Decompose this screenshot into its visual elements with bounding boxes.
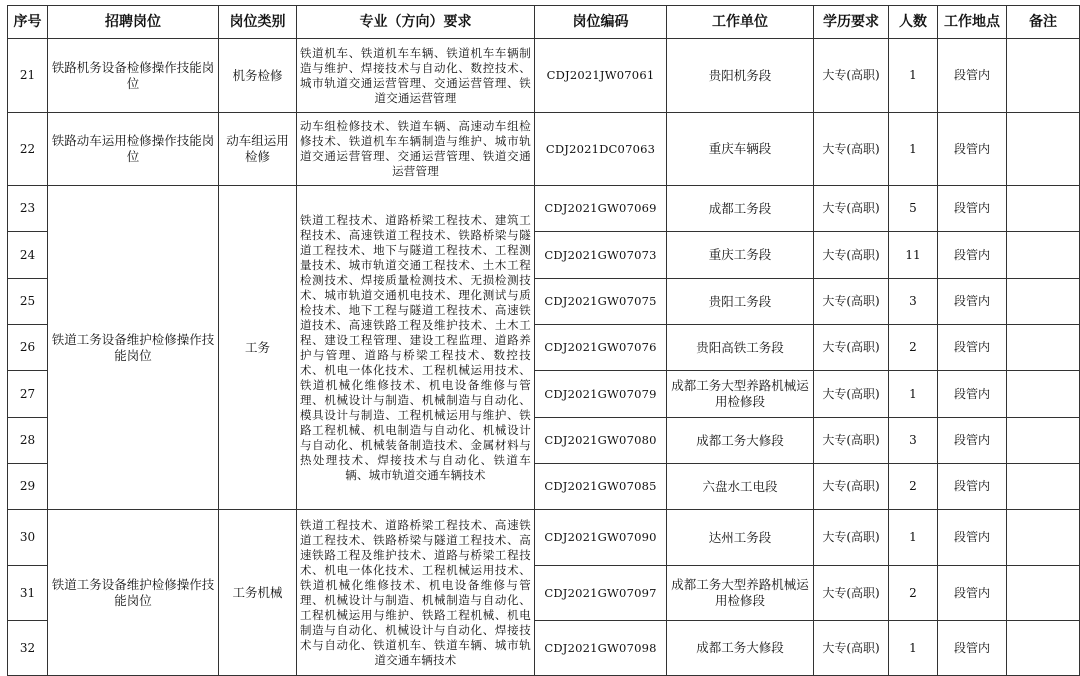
cell-place: 段管内 <box>938 510 1007 566</box>
cell-requirement: 铁道工程技术、道路桥梁工程技术、建筑工程技术、高速铁道工程技术、铁路桥梁与隧道工程技术、地下与隧道工程技术、工程测量技术、城市轨道交通工程技术、土木工程检测技术、焊接质量检测技术、无损检测技术、城市轨道交通机电技术、理化测试与质检技术、地下工程与隧道工程技术、高速铁道技术、高速铁路工程及维护技术、土木工程、建设工程管理、建设工程监理、道路养护与管理、道路与桥梁工程技术、数控技术、机电一体化技术、工程机械运用技术、铁道机械化维修技术、机电设备维修与管理、机械设计与制造、机械制造与自动化、模具设计与制造、工程机械运用与维护、铁路工程机械、机电制造与自动化、机械设计与自动化、机械装备制造技术、金属材料与热处理技术、焊接技术与自动化、铁道车辆、城市轨道交通车辆技术 <box>297 186 535 510</box>
cell-unit: 成都工务大修段 <box>667 418 814 464</box>
cell-note <box>1007 621 1080 676</box>
cell-no: 26 <box>8 325 48 371</box>
cell-no: 25 <box>8 279 48 325</box>
cell-unit: 达州工务段 <box>667 510 814 566</box>
cell-education: 大专(高职) <box>814 113 889 186</box>
cell-count: 3 <box>889 418 938 464</box>
cell-requirement: 铁道工程技术、道路桥梁工程技术、高速铁道工程技术、铁路桥梁与隧道工程技术、高速铁路工程及维护技术、道路与桥梁工程技术、机电一体化技术、工程机械运用技术、铁道机械化维修技术、机电设备维修与管理、机械设计与制造、机械制造与自动化、工程机械运用与维护、铁路工程机械、机电制造与自动化、机械设计与自动化、焊接技术与自动化、铁道机车、铁道车辆、城市轨道交通车辆技术 <box>297 510 535 676</box>
cell-unit: 成都工务大修段 <box>667 621 814 676</box>
cell-education: 大专(高职) <box>814 621 889 676</box>
cell-count: 1 <box>889 510 938 566</box>
table-row <box>8 113 1080 186</box>
cell-code: CDJ2021GW07076 <box>535 325 667 371</box>
cell-education: 大专(高职) <box>814 371 889 418</box>
cell-code: CDJ2021GW07079 <box>535 371 667 418</box>
cell-no: 28 <box>8 418 48 464</box>
cell-code: CDJ2021GW07075 <box>535 279 667 325</box>
cell-position: 铁路动车运用检修操作技能岗位 <box>48 113 219 186</box>
cell-education: 大专(高职) <box>814 39 889 113</box>
cell-code: CDJ2021GW07080 <box>535 418 667 464</box>
cell-unit: 重庆工务段 <box>667 232 814 279</box>
cell-place: 段管内 <box>938 418 1007 464</box>
cell-position: 铁路机务设备检修操作技能岗位 <box>48 39 219 113</box>
header-education: 学历要求 <box>814 6 889 39</box>
cell-unit: 重庆车辆段 <box>667 113 814 186</box>
cell-note <box>1007 371 1080 418</box>
cell-note <box>1007 418 1080 464</box>
cell-code: CDJ2021GW07097 <box>535 566 667 621</box>
cell-education: 大专(高职) <box>814 418 889 464</box>
cell-count: 3 <box>889 279 938 325</box>
cell-category: 动车组运用检修 <box>219 113 297 186</box>
cell-code: CDJ2021GW07069 <box>535 186 667 232</box>
cell-no: 23 <box>8 186 48 232</box>
cell-place: 段管内 <box>938 566 1007 621</box>
cell-unit: 贵阳高铁工务段 <box>667 325 814 371</box>
cell-note <box>1007 566 1080 621</box>
cell-place: 段管内 <box>938 113 1007 186</box>
cell-count: 1 <box>889 39 938 113</box>
cell-count: 5 <box>889 186 938 232</box>
cell-no: 27 <box>8 371 48 418</box>
cell-note <box>1007 186 1080 232</box>
cell-unit: 成都工务段 <box>667 186 814 232</box>
cell-code: CDJ2021GW07085 <box>535 464 667 510</box>
recruitment-table <box>7 5 1080 676</box>
cell-place: 段管内 <box>938 232 1007 279</box>
cell-no: 24 <box>8 232 48 279</box>
table-row <box>8 510 1080 566</box>
cell-no: 21 <box>8 39 48 113</box>
cell-note <box>1007 279 1080 325</box>
cell-count: 1 <box>889 113 938 186</box>
cell-place: 段管内 <box>938 464 1007 510</box>
cell-position: 铁道工务设备维护检修操作技能岗位 <box>48 510 219 676</box>
header-requirement: 专业（方向）要求 <box>297 6 535 39</box>
cell-no: 30 <box>8 510 48 566</box>
cell-education: 大专(高职) <box>814 464 889 510</box>
cell-education: 大专(高职) <box>814 186 889 232</box>
cell-note <box>1007 232 1080 279</box>
cell-unit: 贵阳机务段 <box>667 39 814 113</box>
header-place: 工作地点 <box>938 6 1007 39</box>
cell-code: CDJ2021GW07073 <box>535 232 667 279</box>
cell-category: 工务 <box>219 186 297 510</box>
cell-education: 大专(高职) <box>814 325 889 371</box>
cell-no: 22 <box>8 113 48 186</box>
cell-count: 11 <box>889 232 938 279</box>
cell-place: 段管内 <box>938 279 1007 325</box>
cell-note <box>1007 39 1080 113</box>
cell-code: CDJ2021DC07063 <box>535 113 667 186</box>
cell-place: 段管内 <box>938 325 1007 371</box>
cell-code: CDJ2021GW07098 <box>535 621 667 676</box>
cell-count: 2 <box>889 325 938 371</box>
cell-place: 段管内 <box>938 186 1007 232</box>
cell-requirement: 动车组检修技术、铁道车辆、高速动车组检修技术、铁道机车车辆制造与维护、城市轨道交通运营管理、交通运营管理、铁道交通运营管理 <box>297 113 535 186</box>
cell-education: 大专(高职) <box>814 232 889 279</box>
header-code: 岗位编码 <box>535 6 667 39</box>
header-count: 人数 <box>889 6 938 39</box>
cell-unit: 成都工务大型养路机械运用检修段 <box>667 371 814 418</box>
cell-unit: 成都工务大型养路机械运用检修段 <box>667 566 814 621</box>
cell-count: 1 <box>889 621 938 676</box>
cell-place: 段管内 <box>938 621 1007 676</box>
cell-count: 1 <box>889 371 938 418</box>
table-row <box>8 186 1080 232</box>
cell-count: 2 <box>889 566 938 621</box>
header-no: 序号 <box>8 6 48 39</box>
cell-unit: 贵阳工务段 <box>667 279 814 325</box>
cell-category: 机务检修 <box>219 39 297 113</box>
cell-education: 大专(高职) <box>814 510 889 566</box>
cell-category: 工务机械 <box>219 510 297 676</box>
cell-education: 大专(高职) <box>814 279 889 325</box>
cell-no: 29 <box>8 464 48 510</box>
cell-place: 段管内 <box>938 39 1007 113</box>
header-row <box>8 6 1080 39</box>
header-unit: 工作单位 <box>667 6 814 39</box>
cell-requirement: 铁道机车、铁道机车车辆、铁道机车车辆制造与维护、焊接技术与自动化、数控技术、城市轨道交通运营管理、交通运营管理、铁道交通运营管理 <box>297 39 535 113</box>
cell-unit: 六盘水工电段 <box>667 464 814 510</box>
header-note: 备注 <box>1007 6 1080 39</box>
table-body <box>8 39 1080 676</box>
cell-no: 31 <box>8 566 48 621</box>
cell-note <box>1007 325 1080 371</box>
cell-code: CDJ2021JW07061 <box>535 39 667 113</box>
cell-count: 2 <box>889 464 938 510</box>
cell-note <box>1007 464 1080 510</box>
cell-no: 32 <box>8 621 48 676</box>
cell-position: 铁道工务设备维护检修操作技能岗位 <box>48 186 219 510</box>
table-row <box>8 39 1080 113</box>
header-position: 招聘岗位 <box>48 6 219 39</box>
cell-code: CDJ2021GW07090 <box>535 510 667 566</box>
header-category: 岗位类别 <box>219 6 297 39</box>
cell-note <box>1007 510 1080 566</box>
cell-place: 段管内 <box>938 371 1007 418</box>
cell-education: 大专(高职) <box>814 566 889 621</box>
cell-note <box>1007 113 1080 186</box>
